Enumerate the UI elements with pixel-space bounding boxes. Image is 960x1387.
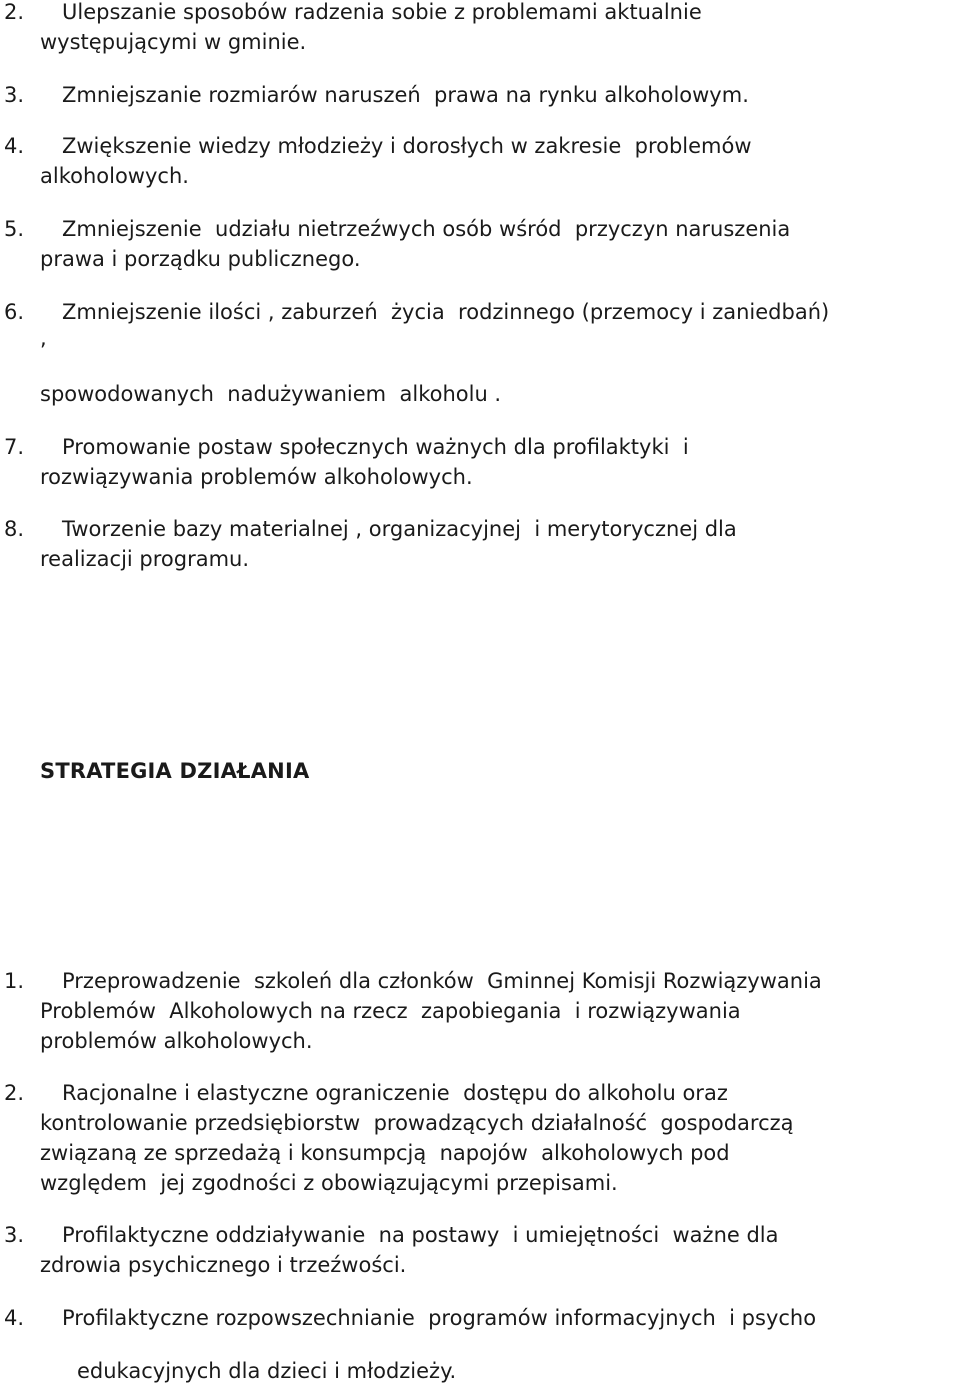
goal-text-line: rozwiązywania problemów alkoholowych.	[40, 465, 473, 489]
goal-text-line: prawa i porządku publicznego.	[40, 247, 361, 271]
strategy-text-line: kontrolowanie przedsiębiorstw prowadzących działalność gospodarczą	[40, 1111, 794, 1135]
goal-text-line: występującymi w gminie.	[40, 30, 307, 54]
goal-number: 3.	[4, 83, 25, 107]
strategy-number: 4.	[4, 1306, 25, 1330]
goal-text-line: ,	[40, 326, 47, 350]
goal-number: 6.	[4, 300, 25, 324]
goal-text-line: alkoholowych.	[40, 164, 189, 188]
goal-text-line: spowodowanych nadużywaniem alkoholu .	[40, 382, 502, 406]
strategy-text-line: Przeprowadzenie szkoleń dla członków Gminnej Komisji Rozwiązywania	[62, 969, 822, 993]
strategy-text-line: zdrowia psychicznego i trzeźwości.	[40, 1253, 407, 1277]
strategy-number: 3.	[4, 1223, 25, 1247]
goal-text-line: realizacji programu.	[40, 547, 250, 571]
goal-text-line: Ulepszanie sposobów radzenia sobie z problemami aktualnie	[62, 0, 702, 24]
strategy-text-line: względem jej zgodności z obowiązującymi przepisami.	[40, 1171, 618, 1195]
section-heading: STRATEGIA DZIAŁANIA	[40, 759, 310, 783]
goal-text-line: Zmniejszanie rozmiarów naruszeń prawa na rynku alkoholowym.	[62, 83, 749, 107]
goal-number: 2.	[4, 0, 25, 24]
goal-text-line: Promowanie postaw społecznych ważnych dla profilaktyki i	[62, 435, 689, 459]
goal-text-line: Zmniejszenie udziału nietrzeźwych osób wśród przyczyn naruszenia	[62, 217, 791, 241]
strategy-text-line: Racjonalne i elastyczne ograniczenie dostępu do alkoholu oraz	[62, 1081, 728, 1105]
strategy-text-line: edukacyjnych dla dzieci i młodzieży.	[77, 1359, 457, 1383]
goal-number: 8.	[4, 517, 25, 541]
goal-number: 5.	[4, 217, 25, 241]
strategy-text-line: Profilaktyczne oddziaływanie na postawy i umiejętności ważne dla	[62, 1223, 779, 1247]
goal-text-line: Zwiększenie wiedzy młodzieży i dorosłych w zakresie problemów	[62, 134, 752, 158]
strategy-number: 2.	[4, 1081, 25, 1105]
goal-number: 4.	[4, 134, 25, 158]
strategy-text-line: Profilaktyczne rozpowszechnianie programów informacyjnych i psycho	[62, 1306, 817, 1330]
strategy-text-line: związaną ze sprzedażą i konsumpcją napojów alkoholowych pod	[40, 1141, 730, 1165]
strategy-number: 1.	[4, 969, 25, 993]
strategy-text-line: problemów alkoholowych.	[40, 1029, 313, 1053]
goal-text-line: Zmniejszenie ilości , zaburzeń życia rodzinnego (przemocy i zaniedbań)	[62, 300, 830, 324]
goal-number: 7.	[4, 435, 25, 459]
goal-text-line: Tworzenie bazy materialnej , organizacyjnej i merytorycznej dla	[62, 517, 737, 541]
strategy-text-line: Problemów Alkoholowych na rzecz zapobiegania i rozwiązywania	[40, 999, 741, 1023]
